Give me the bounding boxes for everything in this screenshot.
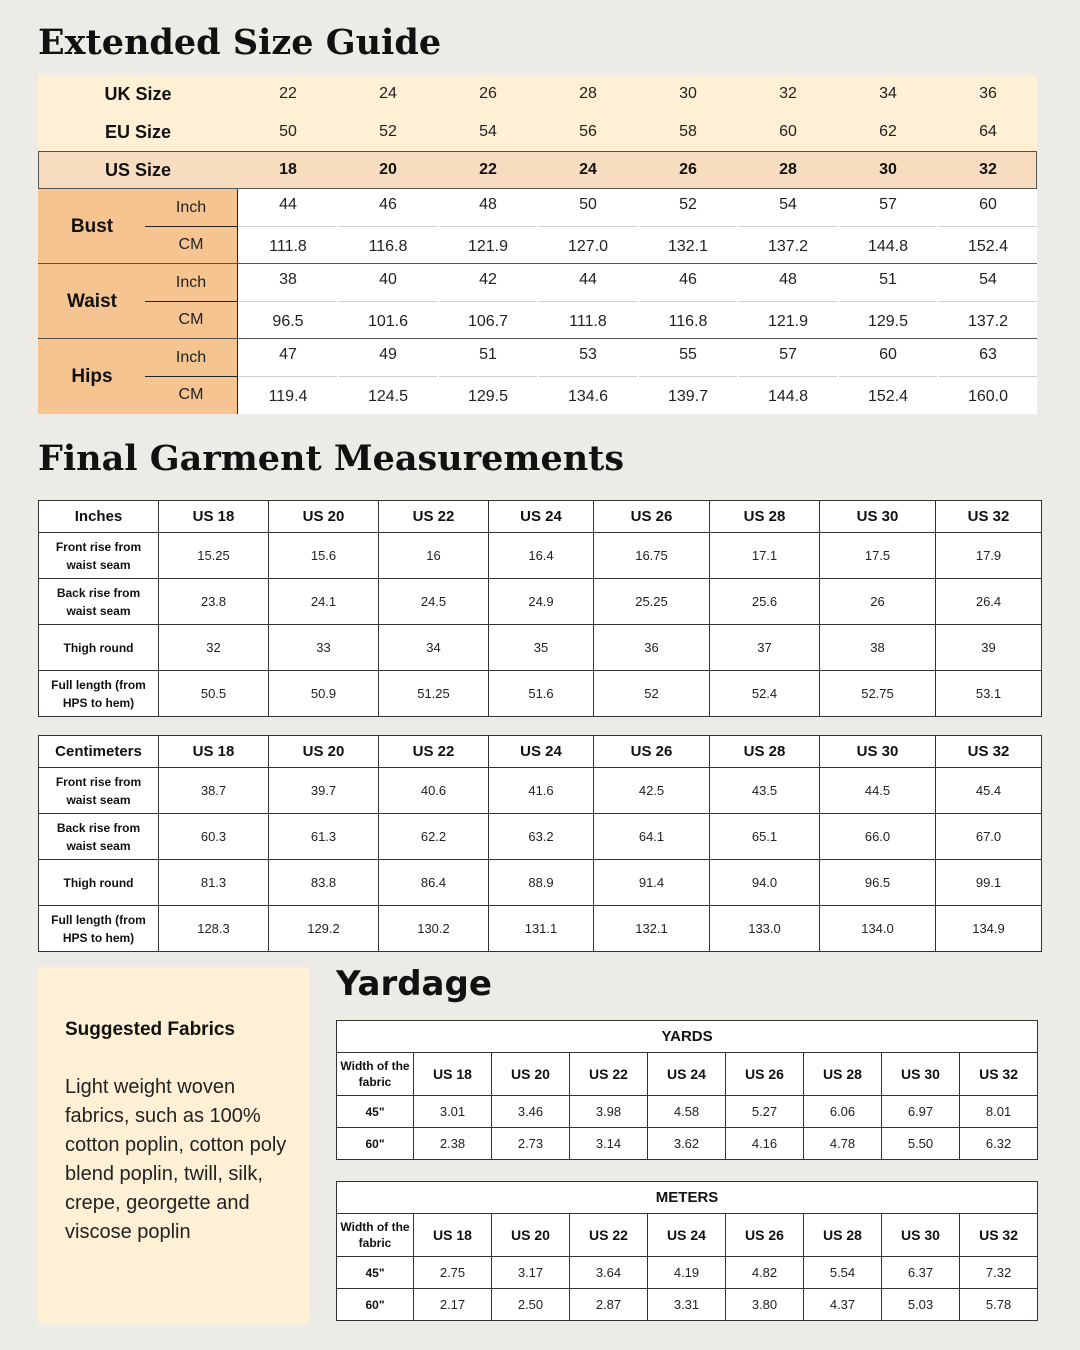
table-row [337,1096,1038,1128]
size-header: US 26 [594,501,710,533]
measure-inch-value: 55 [679,346,697,363]
measure-cm-value: 160.0 [967,387,1009,405]
measurement-value: 15.6 [269,533,379,579]
value-row-divider [339,376,437,377]
yardage-unit-header: YARDS [337,1021,1038,1053]
yardage-value: 3.14 [570,1128,648,1160]
size-header: US 30 [882,1214,960,1257]
yardage-value: 3.46 [492,1096,570,1128]
garment-measurements-title: Final Garment Measurements [38,438,625,479]
measure-cm-value: 124.5 [367,387,409,405]
measure-inch-value: 60 [879,346,897,363]
measurement-value: 24.1 [269,579,379,625]
uk-size-value: 30 [679,85,697,102]
uk-size-value: 22 [279,85,297,102]
size-header: US 24 [648,1214,726,1257]
value-row-divider [639,301,737,302]
value-row-divider [239,226,337,227]
measurement-value: 62.2 [379,814,489,860]
measure-inch-value: 54 [979,271,997,288]
yardage-value: 6.32 [960,1128,1038,1160]
measure-cm-value: 101.6 [367,312,409,330]
yardage-value: 2.38 [414,1128,492,1160]
measurement-value: 39 [936,625,1042,671]
header-row [39,736,1042,768]
unit-divider [145,226,237,227]
group-header-row [337,1182,1038,1214]
value-row-divider [639,376,737,377]
measurement-value: 99.1 [936,860,1042,906]
size-header: US 30 [820,736,936,768]
eu-size-value: 54 [479,123,497,140]
us-size-value: 32 [979,161,997,178]
measurement-value: 132.1 [594,906,710,952]
size-header: US 24 [648,1053,726,1096]
measurement-value: 130.2 [379,906,489,952]
value-row-divider [239,376,337,377]
header-row [337,1214,1038,1257]
measurement-value: 38.7 [159,768,269,814]
measure-inch-value: 57 [779,346,797,363]
yardage-value: 5.27 [726,1096,804,1128]
table-row [39,625,1042,671]
measure-inch-value: 44 [279,196,297,213]
yardage-value: 2.73 [492,1128,570,1160]
measure-inch-value: 53 [579,346,597,363]
size-header: US 20 [492,1214,570,1257]
size-header: US 18 [414,1053,492,1096]
size-header: US 20 [269,501,379,533]
measure-inch-value: 51 [479,346,497,363]
fabric-width: 60" [337,1128,414,1160]
measurement-value: 52.75 [820,671,936,717]
size-header: US 18 [159,501,269,533]
measurement-value: 35 [489,625,594,671]
unit-divider [145,376,237,377]
measurement-value: 51.25 [379,671,489,717]
value-row-divider [439,301,537,302]
yardage-value: 4.78 [804,1128,882,1160]
size-header: US 22 [570,1053,648,1096]
measurement-value: 64.1 [594,814,710,860]
measure-inch-value: 48 [479,196,497,213]
uk-size-value: 32 [779,85,797,102]
size-header: US 30 [882,1053,960,1096]
value-row-divider [939,301,1037,302]
measurement-value: 34 [379,625,489,671]
measure-inch-value: 48 [779,271,797,288]
measure-cm-value: 121.9 [767,312,809,330]
measurement-label: Back rise from waist seam [39,579,159,625]
yardage-value: 2.17 [414,1289,492,1321]
size-header: US 30 [820,501,936,533]
measure-cm-value: 116.8 [368,237,408,255]
size-header: US 26 [726,1214,804,1257]
eu-size-value: 50 [279,123,297,140]
fabric-width-label: Width of the fabric [337,1053,414,1096]
us-size-value: 26 [679,161,697,178]
eu-size-value: 60 [779,123,797,140]
yardage-unit-header: METERS [337,1182,1038,1214]
measurement-value: 17.9 [936,533,1042,579]
yardage-value: 6.37 [882,1257,960,1289]
measure-inch-value: 57 [879,196,897,213]
suggested-fabrics-text: Light weight woven fabrics, such as 100% cotton poplin, cotton poly blend poplin, twill, silk, crepe, georgette and viscose poplin [65,1076,287,1243]
eu-size-value: 52 [379,123,397,140]
yardage-value: 8.01 [960,1096,1038,1128]
value-row-divider [739,301,837,302]
eu-size-label: EU Size [104,121,172,142]
value-row-divider [339,301,437,302]
measure-inch-value: 46 [679,271,697,288]
yardage-title: Yardage [336,964,492,1004]
measurement-value: 16.4 [489,533,594,579]
size-header: US 26 [726,1053,804,1096]
yardage-value: 2.50 [492,1289,570,1321]
uk-size-value: 28 [579,85,597,102]
unit-header: Inches [39,501,159,533]
value-row-divider [739,226,837,227]
measurement-value: 15.25 [159,533,269,579]
us-size-value: 30 [879,161,897,178]
suggested-fabrics-title: Suggested Fabrics [65,1019,235,1040]
table-row [39,768,1042,814]
measurement-value: 45.4 [936,768,1042,814]
uk-size-value: 34 [879,85,897,102]
measurement-value: 128.3 [159,906,269,952]
measurement-value: 53.1 [936,671,1042,717]
eu-size-value: 56 [579,123,597,140]
value-row-divider [939,376,1037,377]
measurement-value: 50.9 [269,671,379,717]
measure-cm-value: 129.5 [467,387,509,405]
value-row-divider [339,226,437,227]
eu-size-value: 64 [979,123,997,140]
value-row-divider [439,376,537,377]
uk-size-value: 26 [479,85,497,102]
yardage-value: 4.82 [726,1257,804,1289]
yardage-yards-table [336,1020,1038,1160]
value-row-divider [639,226,737,227]
measurement-label: Back rise from waist seam [39,814,159,860]
unit-inch-label: Inch [175,348,207,366]
value-row-divider [839,226,937,227]
yardage-value: 4.16 [726,1128,804,1160]
size-header: US 20 [492,1053,570,1096]
measure-inch-value: 47 [279,346,297,363]
measurement-label: Thigh round [39,860,159,906]
size-header: US 22 [379,501,489,533]
measurement-label: Full length (from HPS to hem) [39,671,159,717]
unit-inch-label: Inch [175,198,207,216]
us-size-value: 24 [579,161,597,178]
measure-cm-value: 111.8 [569,312,607,330]
garment-centimeters-table [38,735,1042,952]
measurement-value: 88.9 [489,860,594,906]
measurement-value: 83.8 [269,860,379,906]
garment-inches-table [38,500,1042,717]
us-size-value: 22 [479,161,497,178]
uk-size-label: UK Size [104,83,172,104]
size-header: US 24 [489,736,594,768]
yardage-value: 4.37 [804,1289,882,1321]
value-row-divider [539,226,637,227]
measurement-value: 16 [379,533,489,579]
measurement-value: 96.5 [820,860,936,906]
measurement-value: 44.5 [820,768,936,814]
yardage-value: 4.58 [648,1096,726,1128]
measure-inch-value: 63 [979,346,997,363]
table-row [39,579,1042,625]
measure-cm-value: 121.9 [467,237,509,255]
measure-inch-value: 40 [379,271,397,288]
yardage-value: 5.03 [882,1289,960,1321]
measure-cm-value: 96.5 [272,312,304,330]
size-header: US 32 [936,736,1042,768]
yardage-value: 4.19 [648,1257,726,1289]
us-size-label: US Size [104,159,172,180]
measure-inch-value: 42 [479,271,497,288]
measure-cm-value: 119.4 [268,387,308,405]
table-row [39,860,1042,906]
measurement-value: 81.3 [159,860,269,906]
measurement-value: 42.5 [594,768,710,814]
measurement-value: 129.2 [269,906,379,952]
value-row-divider [839,301,937,302]
measure-cm-value: 137.2 [767,237,809,255]
measure-cm-value: 137.2 [967,312,1009,330]
measure-cm-value: 144.8 [767,387,809,405]
measure-cm-value: 132.1 [667,237,709,255]
measure-inch-value: 44 [579,271,597,288]
measure-cm-value: 111.8 [269,237,307,255]
measurement-label: Thigh round [39,625,159,671]
unit-inch-label: Inch [175,273,207,291]
measure-inch-value: 54 [779,196,797,213]
measurement-value: 25.25 [594,579,710,625]
uk-size-value: 24 [379,85,397,102]
eu-size-value: 58 [679,123,697,140]
measurement-value: 37 [710,625,820,671]
size-guide-table [38,75,1037,414]
fabric-width: 60" [337,1289,414,1321]
us-size-value: 18 [279,161,297,178]
measurement-value: 41.6 [489,768,594,814]
measure-inch-value: 51 [879,271,897,288]
table-row [337,1257,1038,1289]
measurement-value: 60.3 [159,814,269,860]
size-header: US 18 [159,736,269,768]
measurement-value: 26 [820,579,936,625]
measurement-value: 86.4 [379,860,489,906]
measurement-label: Front rise from waist seam [39,768,159,814]
table-row [39,671,1042,717]
measurement-value: 40.6 [379,768,489,814]
measure-cm-value: 144.8 [867,237,909,255]
measure-inch-value: 46 [379,196,397,213]
fabric-width: 45" [337,1257,414,1289]
size-header: US 20 [269,736,379,768]
measurement-value: 52 [594,671,710,717]
yardage-value: 3.31 [648,1289,726,1321]
measure-cm-value: 152.4 [967,237,1009,255]
measurement-value: 133.0 [710,906,820,952]
measurement-value: 134.9 [936,906,1042,952]
measurement-label: Full length (from HPS to hem) [39,906,159,952]
table-row [39,906,1042,952]
measurement-value: 43.5 [710,768,820,814]
header-row [39,501,1042,533]
measurement-value: 67.0 [936,814,1042,860]
measurement-value: 61.3 [269,814,379,860]
size-header: US 28 [804,1053,882,1096]
unit-cm-label: CM [178,311,204,328]
size-header: US 24 [489,501,594,533]
yardage-value: 3.80 [726,1289,804,1321]
value-row-divider [239,301,337,302]
fabric-width: 45" [337,1096,414,1128]
measurement-value: 17.1 [710,533,820,579]
yardage-value: 3.01 [414,1096,492,1128]
yardage-value: 3.64 [570,1257,648,1289]
measurement-value: 36 [594,625,710,671]
value-row-divider [839,376,937,377]
group-header-row [337,1021,1038,1053]
yardage-value: 6.06 [804,1096,882,1128]
yardage-value: 5.50 [882,1128,960,1160]
measure-cm-value: 139.7 [667,387,709,405]
yardage-value: 3.17 [492,1257,570,1289]
measurement-value: 52.4 [710,671,820,717]
measure-inch-value: 52 [679,196,697,213]
measurement-value: 16.75 [594,533,710,579]
yardage-value: 7.32 [960,1257,1038,1289]
measure-inch-value: 38 [279,271,297,288]
us-size-value: 28 [779,161,797,178]
unit-divider [145,301,237,302]
measurement-value: 50.5 [159,671,269,717]
measure-name: Hips [71,365,113,387]
table-row [337,1128,1038,1160]
size-header: US 22 [379,736,489,768]
size-header: US 28 [710,736,820,768]
measure-cm-value: 106.7 [467,312,509,330]
measurement-value: 94.0 [710,860,820,906]
measurement-value: 38 [820,625,936,671]
eu-size-value: 62 [879,123,897,140]
size-header: US 32 [960,1214,1038,1257]
measure-cm-value: 127.0 [567,237,609,255]
measurement-value: 91.4 [594,860,710,906]
measurement-value: 63.2 [489,814,594,860]
measure-cm-value: 152.4 [867,387,909,405]
size-header: US 22 [570,1214,648,1257]
measure-inch-value: 60 [979,196,997,213]
measurement-value: 24.5 [379,579,489,625]
measurement-value: 25.6 [710,579,820,625]
table-row [39,814,1042,860]
measurement-value: 131.1 [489,906,594,952]
measure-cm-value: 134.6 [567,387,609,405]
uk-size-value: 36 [979,85,997,102]
measurement-value: 66.0 [820,814,936,860]
measurement-value: 32 [159,625,269,671]
fabric-width-label: Width of the fabric [337,1214,414,1257]
measurement-value: 134.0 [820,906,936,952]
size-header: US 32 [936,501,1042,533]
yardage-meters-table [336,1181,1038,1321]
measure-cm-value: 116.8 [668,312,708,330]
yardage-value: 5.78 [960,1289,1038,1321]
value-row-divider [939,226,1037,227]
measurement-value: 33 [269,625,379,671]
header-row [337,1053,1038,1096]
unit-cm-label: CM [178,386,204,403]
table-row [337,1289,1038,1321]
value-row-divider [739,376,837,377]
measurement-value: 65.1 [710,814,820,860]
yardage-value: 6.97 [882,1096,960,1128]
yardage-value: 2.75 [414,1257,492,1289]
yardage-value: 2.87 [570,1289,648,1321]
suggested-fabrics-panel [38,967,309,1324]
yardage-value: 3.98 [570,1096,648,1128]
value-row-divider [539,376,637,377]
measure-name: Bust [70,215,114,237]
size-header: US 28 [710,501,820,533]
unit-header: Centimeters [39,736,159,768]
size-header: US 28 [804,1214,882,1257]
measurement-value: 51.6 [489,671,594,717]
unit-cm-label: CM [178,236,204,253]
value-row-divider [439,226,537,227]
measure-inch-value: 49 [379,346,397,363]
size-header: US 26 [594,736,710,768]
measurement-value: 24.9 [489,579,594,625]
size-guide-title: Extended Size Guide [38,22,442,63]
us-size-value: 20 [379,161,397,178]
measurement-label: Front rise from waist seam [39,533,159,579]
measure-inch-value: 50 [579,196,597,213]
measurement-value: 26.4 [936,579,1042,625]
size-header: US 32 [960,1053,1038,1096]
yardage-value: 5.54 [804,1257,882,1289]
table-row [39,533,1042,579]
measurement-value: 23.8 [159,579,269,625]
measure-name: Waist [67,290,117,312]
value-row-divider [539,301,637,302]
yardage-value: 3.62 [648,1128,726,1160]
measure-cm-value: 129.5 [867,312,909,330]
size-header: US 18 [414,1214,492,1257]
measurement-value: 39.7 [269,768,379,814]
measurement-value: 17.5 [820,533,936,579]
